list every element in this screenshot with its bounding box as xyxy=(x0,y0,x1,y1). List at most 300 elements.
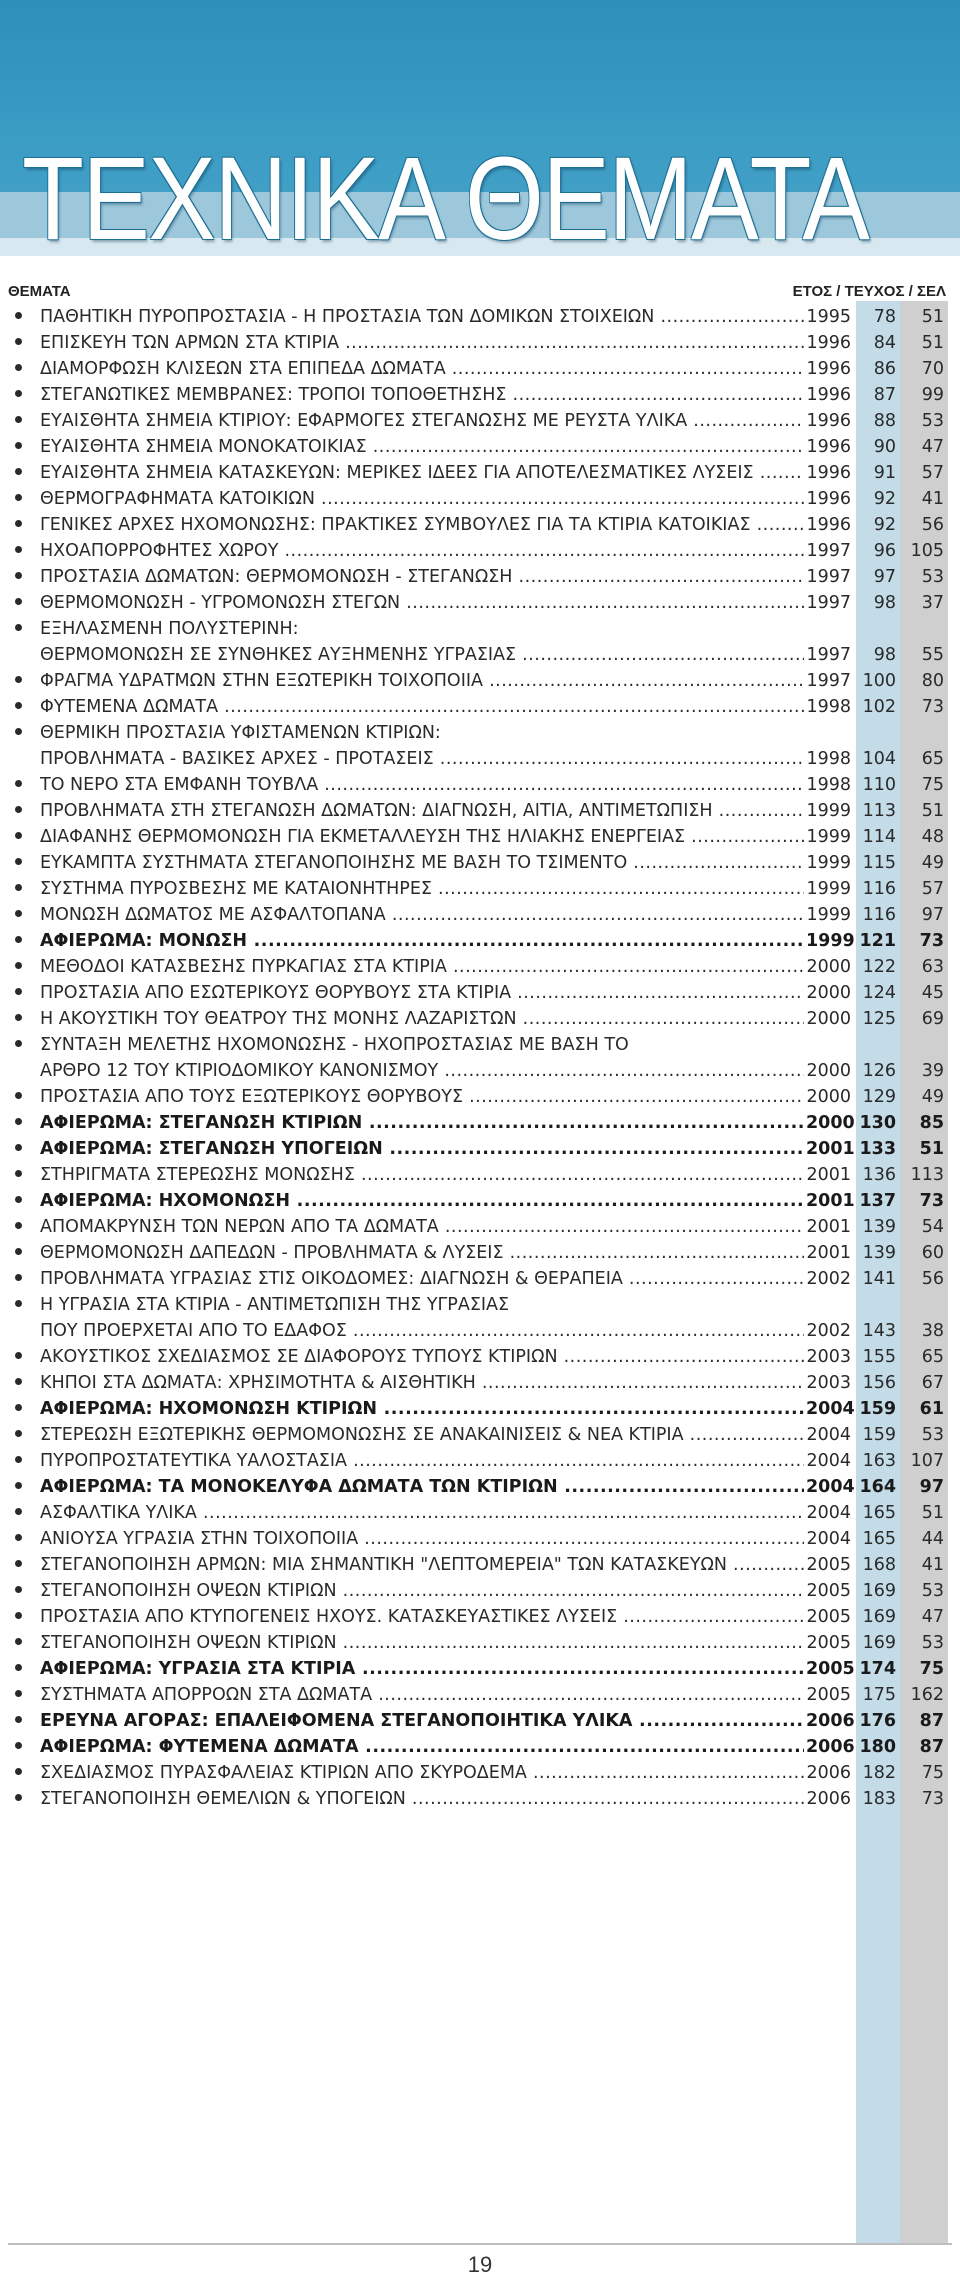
entry-line xyxy=(0,1474,960,1500)
entry-title: ΔΙΑΦΑΝΗΣ ΘΕΡΜΟΜΟΝΩΣΗ ΓΙΑ ΕΚΜΕΤΑΛΛΕΥΣΗ ΤΗΣ ΗΛΙΑΚΗΣ ΕΝΕΡΓΕΙΑΣ ..... xyxy=(40,824,804,850)
entry-year: 1999 xyxy=(806,853,851,873)
entry-line xyxy=(0,1760,960,1786)
entry-page: 51 xyxy=(921,333,944,353)
entry-issue: 90 xyxy=(873,437,896,457)
entry-issue: 121 xyxy=(859,931,896,951)
list-item xyxy=(0,1344,960,1370)
entry-page: 51 xyxy=(921,307,944,327)
entry-title: ΕΥΑΙΣΘΗΤΑ ΣΗΜΕΙΑ ΚΑΤΑΣΚΕΥΩΝ: ΜΕΡΙΚΕΣ ΙΔΕΕΣ ΓΙΑ ΑΠΟΤΕΛΕΣΜΑΤΙΚΕΣ ΛΥΣΕΙΣ ..... xyxy=(40,460,804,486)
list-item xyxy=(0,1578,960,1604)
list-item xyxy=(0,1136,960,1162)
page-header xyxy=(0,0,960,256)
entry-year: 2000 xyxy=(806,1061,851,1081)
entry-issue: 125 xyxy=(862,1009,896,1029)
entry-year: 2001 xyxy=(806,1165,851,1185)
entry-page: 70 xyxy=(921,359,944,379)
entry-page: 56 xyxy=(921,515,944,535)
entry-year: 1996 xyxy=(806,333,851,353)
entry-issue: 129 xyxy=(862,1087,896,1107)
entry-year: 2006 xyxy=(806,1763,851,1783)
entry-page: 57 xyxy=(921,879,944,899)
list-item xyxy=(0,1032,960,1084)
entry-year: 1999 xyxy=(806,905,851,925)
page-number: 19 xyxy=(467,2252,493,2277)
entry-year: 1996 xyxy=(806,515,851,535)
entry-title: ΤΟ ΝΕΡΟ ΣΤΑ ΕΜΦΑΝΗ ΤΟΥΒΛΑ ..... xyxy=(40,772,804,798)
column-header-year-issue-page: ΕΤΟΣ / ΤΕΥΧΟΣ / ΣΕΛ xyxy=(792,283,946,300)
entry-title: ΠΥΡΟΠΡΟΣΤΑΤΕΥΤΙΚΑ ΥΑΛΟΣΤΑΣΙΑ ..... xyxy=(40,1448,804,1474)
list-item xyxy=(0,590,960,616)
entry-page: 49 xyxy=(921,853,944,873)
entry-title: ΑΣΦΑΛΤΙΚΑ ΥΛΙΚΑ ..... xyxy=(40,1500,804,1526)
entry-year: 1997 xyxy=(806,645,851,665)
list-item xyxy=(0,1370,960,1396)
entry-title: ΑΦΙΕΡΩΜΑ: ΥΓΡΑΣΙΑ ΣΤΑ ΚΤΙΡΙΑ ..... xyxy=(40,1656,804,1682)
entry-year: 2002 xyxy=(806,1321,851,1341)
entry-page: 51 xyxy=(921,1503,944,1523)
entry-page: 45 xyxy=(921,983,944,1003)
entry-page: 87 xyxy=(919,1711,944,1731)
entry-title: ΘΕΡΜΟΜΟΝΩΣΗ ΣΕ ΣΥΝΘΗΚΕΣ ΑΥΞΗΜΕΝΗΣ ΥΓΡΑΣΙΑΣ ..... xyxy=(40,642,804,668)
entry-title: ΑΦΙΕΡΩΜΑ: ΣΤΕΓΑΝΩΣΗ ΚΤΙΡΙΩΝ ..... xyxy=(40,1110,804,1136)
entry-year: 1997 xyxy=(806,593,851,613)
entry-page: 97 xyxy=(919,1477,944,1497)
entry-year: 2000 xyxy=(806,983,851,1003)
entry-year: 2004 xyxy=(806,1425,851,1445)
entry-year: 1999 xyxy=(806,827,851,847)
entry-issue: 182 xyxy=(862,1763,896,1783)
entry-page: 107 xyxy=(910,1451,944,1471)
entry-issue: 114 xyxy=(862,827,896,847)
entry-issue: 122 xyxy=(862,957,896,977)
entry-title: ΣΤΕΓΑΝΟΠΟΙΗΣΗ ΘΕΜΕΛΙΩΝ & ΥΠΟΓΕΙΩΝ ..... xyxy=(40,1786,804,1812)
entry-title: ΣΤΗΡΙΓΜΑΤΑ ΣΤΕΡΕΩΣΗΣ ΜΟΝΩΣΗΣ ..... xyxy=(40,1162,804,1188)
entry-issue: 115 xyxy=(862,853,896,873)
entry-page: 37 xyxy=(921,593,944,613)
entry-issue: 169 xyxy=(862,1581,896,1601)
entry-year: 1999 xyxy=(806,879,851,899)
list-item xyxy=(0,356,960,382)
entry-title: ΑΦΙΕΡΩΜΑ: ΣΤΕΓΑΝΩΣΗ ΥΠΟΓΕΙΩΝ ..... xyxy=(40,1136,804,1162)
list-item xyxy=(0,1422,960,1448)
entry-issue: 183 xyxy=(862,1789,896,1809)
entry-line xyxy=(0,772,960,798)
entry-page: 44 xyxy=(921,1529,944,1549)
list-item xyxy=(0,1240,960,1266)
entry-title: ΣΥΣΤΗΜΑΤΑ ΑΠΟΡΡΟΩΝ ΣΤΑ ΔΩΜΑΤΑ ..... xyxy=(40,1682,804,1708)
entry-page: 162 xyxy=(910,1685,944,1705)
entry-issue: 165 xyxy=(862,1503,896,1523)
entry-issue: 156 xyxy=(862,1373,896,1393)
entry-issue: 116 xyxy=(862,905,896,925)
entry-line xyxy=(0,1214,960,1240)
entry-issue: 86 xyxy=(873,359,896,379)
list-item xyxy=(0,1266,960,1292)
entry-page: 47 xyxy=(921,1607,944,1627)
entry-year: 1997 xyxy=(806,541,851,561)
entry-issue: 155 xyxy=(862,1347,896,1367)
entry-page: 75 xyxy=(921,1763,944,1783)
entry-page: 73 xyxy=(919,931,944,951)
entry-line xyxy=(0,1786,960,1812)
list-item xyxy=(0,902,960,928)
entry-issue: 124 xyxy=(862,983,896,1003)
entry-issue: 163 xyxy=(862,1451,896,1471)
entry-title: ΑΠΟΜΑΚΡΥΝΣΗ ΤΩΝ ΝΕΡΩΝ ΑΠΟ ΤΑ ΔΩΜΑΤΑ ..... xyxy=(40,1214,804,1240)
entry-line xyxy=(0,616,960,642)
entry-line xyxy=(0,1682,960,1708)
list-item xyxy=(0,772,960,798)
entry-line xyxy=(0,1266,960,1292)
entry-page: 41 xyxy=(921,489,944,509)
list-item xyxy=(0,694,960,720)
entry-issue: 169 xyxy=(862,1607,896,1627)
footer-divider xyxy=(8,2243,952,2245)
entry-title: ΠΡΟΒΛΗΜΑΤΑ ΣΤΗ ΣΤΕΓΑΝΩΣΗ ΔΩΜΑΤΩΝ: ΔΙΑΓΝΩΣΗ, ΑΙΤΙΑ, ΑΝΤΙΜΕΤΩΠΙΣΗ ..... xyxy=(40,798,804,824)
entry-line xyxy=(0,850,960,876)
entry-page: 69 xyxy=(921,1009,944,1029)
entry-line xyxy=(0,564,960,590)
entry-year: 1996 xyxy=(806,463,851,483)
entry-line xyxy=(0,1552,960,1578)
entry-title: ΣΥΣΤΗΜΑ ΠΥΡΟΣΒΕΣΗΣ ΜΕ ΚΑΤΑΙΟΝΗΤΗΡΕΣ ..... xyxy=(40,876,804,902)
entry-page: 61 xyxy=(919,1399,944,1419)
entry-page: 56 xyxy=(921,1269,944,1289)
entry-page: 65 xyxy=(921,749,944,769)
entry-title: ΠΡΟΒΛΗΜΑΤΑ ΥΓΡΑΣΙΑΣ ΣΤΙΣ ΟΙΚΟΔΟΜΕΣ: ΔΙΑΓΝΩΣΗ & ΘΕΡΑΠΕΙΑ ..... xyxy=(40,1266,804,1292)
list-item xyxy=(0,1682,960,1708)
entry-year: 1996 xyxy=(806,411,851,431)
entry-title: ΣΤΕΓΑΝΟΠΟΙΗΣΗ ΑΡΜΩΝ: ΜΙΑ ΣΗΜΑΝΤΙΚΗ "ΛΕΠΤΟΜΕΡΕΙΑ" ΤΩΝ ΚΑΤΑΣΚΕΥΩΝ ..... xyxy=(40,1552,804,1578)
entry-issue: 143 xyxy=(862,1321,896,1341)
entry-year: 1996 xyxy=(806,489,851,509)
entry-issue: 92 xyxy=(873,515,896,535)
entry-issue: 96 xyxy=(873,541,896,561)
entry-line xyxy=(0,1630,960,1656)
list-item xyxy=(0,1448,960,1474)
entry-page: 105 xyxy=(910,541,944,561)
list-item xyxy=(0,954,960,980)
entry-line xyxy=(0,954,960,980)
entry-line xyxy=(0,1526,960,1552)
list-item xyxy=(0,512,960,538)
entry-title: ΘΕΡΜΟΜΟΝΩΣΗ - ΥΓΡΟΜΟΝΩΣΗ ΣΤΕΓΩΝ ..... xyxy=(40,590,804,616)
entry-year: 1997 xyxy=(806,567,851,587)
entry-issue: 78 xyxy=(873,307,896,327)
entry-line xyxy=(0,798,960,824)
entry-issue: 176 xyxy=(859,1711,896,1731)
list-item xyxy=(0,1526,960,1552)
entry-line xyxy=(0,304,960,330)
list-item xyxy=(0,1006,960,1032)
entry-page: 48 xyxy=(921,827,944,847)
entry-line xyxy=(0,1032,960,1058)
entry-line xyxy=(0,668,960,694)
entry-line xyxy=(0,1500,960,1526)
entry-page: 54 xyxy=(921,1217,944,1237)
entry-title: ΣΤΕΓΑΝΩΤΙΚΕΣ ΜΕΜΒΡΑΝΕΣ: ΤΡΟΠΟΙ ΤΟΠΟΘΕΤΗΣΗΣ ..... xyxy=(40,382,804,408)
entry-issue: 165 xyxy=(862,1529,896,1549)
entry-page: 60 xyxy=(921,1243,944,1263)
entry-line xyxy=(0,382,960,408)
list-item xyxy=(0,1500,960,1526)
entry-page: 53 xyxy=(921,1581,944,1601)
entry-issue: 98 xyxy=(873,645,896,665)
entry-page: 97 xyxy=(921,905,944,925)
entry-year: 1996 xyxy=(806,359,851,379)
list-item xyxy=(0,564,960,590)
entry-line xyxy=(0,460,960,486)
list-item xyxy=(0,1396,960,1422)
entry-line xyxy=(0,694,960,720)
entry-year: 2004 xyxy=(806,1451,851,1471)
entry-title: ΑΦΙΕΡΩΜΑ: ΗΧΟΜΟΝΩΣΗ ΚΤΙΡΙΩΝ ..... xyxy=(40,1396,804,1422)
entry-year: 2006 xyxy=(806,1737,855,1757)
list-item xyxy=(0,1630,960,1656)
entry-page: 73 xyxy=(919,1191,944,1211)
entry-line xyxy=(0,1240,960,1266)
list-item xyxy=(0,824,960,850)
entry-title: ΑΚΟΥΣΤΙΚΟΣ ΣΧΕΔΙΑΣΜΟΣ ΣΕ ΔΙΑΦΟΡΟΥΣ ΤΥΠΟΥΣ ΚΤΙΡΙΩΝ ..... xyxy=(40,1344,804,1370)
entry-page: 80 xyxy=(921,671,944,691)
entry-line xyxy=(0,1110,960,1136)
list-item xyxy=(0,460,960,486)
entry-line xyxy=(0,590,960,616)
list-item xyxy=(0,668,960,694)
entry-year: 2005 xyxy=(806,1685,851,1705)
entry-title: ΘΕΡΜΟΓΡΑΦΗΜΑΤΑ ΚΑΤΟΙΚΙΩΝ ..... xyxy=(40,486,804,512)
entry-issue: 104 xyxy=(862,749,896,769)
entry-year: 1996 xyxy=(806,437,851,457)
list-item xyxy=(0,1084,960,1110)
entry-year: 1998 xyxy=(806,697,851,717)
entry-line xyxy=(0,1396,960,1422)
entry-year: 2005 xyxy=(806,1555,851,1575)
list-item xyxy=(0,1214,960,1240)
entry-issue: 169 xyxy=(862,1633,896,1653)
entry-title: ΦΡΑΓΜΑ ΥΔΡΑΤΜΩΝ ΣΤΗΝ ΕΞΩΤΕΡΙΚΗ ΤΟΙΧΟΠΟΙΙΑ ..... xyxy=(40,668,804,694)
entry-line xyxy=(0,876,960,902)
entry-issue: 159 xyxy=(859,1399,896,1419)
entry-issue: 100 xyxy=(862,671,896,691)
entry-title: ΠΡΟΣΤΑΣΙΑ ΑΠΟ ΤΟΥΣ ΕΞΩΤΕΡΙΚΟΥΣ ΘΟΡΥΒΟΥΣ ..... xyxy=(40,1084,804,1110)
entry-title: ΕΡΕΥΝΑ ΑΓΟΡΑΣ: ΕΠΑΛΕΙΦΟΜΕΝΑ ΣΤΕΓΑΝΟΠΟΙΗΤΙΚΑ ΥΛΙΚΑ ..... xyxy=(40,1708,804,1734)
list-item xyxy=(0,1110,960,1136)
list-item xyxy=(0,928,960,954)
list-item xyxy=(0,1734,960,1760)
entry-page: 47 xyxy=(921,437,944,457)
entry-line xyxy=(0,330,960,356)
entry-year: 2006 xyxy=(806,1711,855,1731)
entry-issue: 113 xyxy=(862,801,896,821)
list-item xyxy=(0,1760,960,1786)
entry-issue: 139 xyxy=(862,1217,896,1237)
list-item xyxy=(0,876,960,902)
entry-page: 57 xyxy=(921,463,944,483)
list-item xyxy=(0,1708,960,1734)
entry-issue: 102 xyxy=(862,697,896,717)
entry-line xyxy=(0,1604,960,1630)
entry-year: 1998 xyxy=(806,775,851,795)
list-item xyxy=(0,1656,960,1682)
entry-page: 38 xyxy=(921,1321,944,1341)
entry-year: 2000 xyxy=(806,957,851,977)
entry-title: ΜΕΘΟΔΟΙ ΚΑΤΑΣΒΕΣΗΣ ΠΥΡΚΑΓΙΑΣ ΣΤΑ ΚΤΙΡΙΑ ..... xyxy=(40,954,804,980)
entry-title: ΑΦΙΕΡΩΜΑ: ΤΑ ΜΟΝΟΚΕΛΥΦΑ ΔΩΜΑΤΑ ΤΩΝ ΚΤΙΡΙΩΝ ..... xyxy=(40,1474,804,1500)
entry-line xyxy=(0,512,960,538)
entry-year: 1996 xyxy=(806,385,851,405)
entry-issue: 84 xyxy=(873,333,896,353)
list-item xyxy=(0,980,960,1006)
entry-page: 41 xyxy=(921,1555,944,1575)
entry-title: ΕΥΑΙΣΘΗΤΑ ΣΗΜΕΙΑ ΜΟΝΟΚΑΤΟΙΚΙΑΣ ..... xyxy=(40,434,804,460)
entry-line xyxy=(0,1162,960,1188)
entry-title: ΓΕΝΙΚΕΣ ΑΡΧΕΣ ΗΧΟΜΟΝΩΣΗΣ: ΠΡΑΚΤΙΚΕΣ ΣΥΜΒΟΥΛΕΣ ΓΙΑ ΤΑ ΚΤΙΡΙΑ ΚΑΤΟΙΚΙΑΣ ..... xyxy=(40,512,804,538)
list-item xyxy=(0,720,960,772)
entry-year: 1999 xyxy=(806,931,855,951)
entry-title: ΜΟΝΩΣΗ ΔΩΜΑΤΟΣ ΜΕ ΑΣΦΑΛΤΟΠΑΝΑ ..... xyxy=(40,902,804,928)
entry-title-line: ΕΞΗΛΑΣΜΕΝΗ ΠΟΛΥΣΤΕΡΙΝΗ: xyxy=(40,619,299,639)
entry-title: ΣΤΕΓΑΝΟΠΟΙΗΣΗ ΟΨΕΩΝ ΚΤΙΡΙΩΝ ..... xyxy=(40,1630,804,1656)
list-item xyxy=(0,1162,960,1188)
list-item xyxy=(0,1292,960,1344)
entry-year: 2000 xyxy=(806,1009,851,1029)
entry-line xyxy=(0,1292,960,1318)
entry-issue: 164 xyxy=(859,1477,896,1497)
entry-issue: 133 xyxy=(859,1139,896,1159)
entry-page: 113 xyxy=(910,1165,944,1185)
entry-page: 53 xyxy=(921,567,944,587)
entry-page: 73 xyxy=(921,697,944,717)
entry-year: 2001 xyxy=(806,1243,851,1263)
entry-title: ΚΗΠΟΙ ΣΤΑ ΔΩΜΑΤΑ: ΧΡΗΣΙΜΟΤΗΤΑ & ΑΙΣΘΗΤΙΚΗ ..... xyxy=(40,1370,804,1396)
entry-line xyxy=(0,746,960,772)
entry-year: 2002 xyxy=(806,1269,851,1289)
list-item xyxy=(0,850,960,876)
entry-line xyxy=(0,642,960,668)
entry-year: 2004 xyxy=(806,1529,851,1549)
entry-line xyxy=(0,1370,960,1396)
entry-page: 65 xyxy=(921,1347,944,1367)
entry-issue: 126 xyxy=(862,1061,896,1081)
entry-line xyxy=(0,928,960,954)
entry-line xyxy=(0,434,960,460)
entry-line xyxy=(0,1006,960,1032)
entry-title-line: ΘΕΡΜΙΚΗ ΠΡΟΣΤΑΣΙΑ ΥΦΙΣΤΑΜΕΝΩΝ ΚΤΙΡΙΩΝ: xyxy=(40,723,441,743)
entry-year: 2005 xyxy=(806,1633,851,1653)
entry-title: ΦΥΤΕΜΕΝΑ ΔΩΜΑΤΑ ..... xyxy=(40,694,804,720)
entry-year: 1998 xyxy=(806,749,851,769)
list-item xyxy=(0,1604,960,1630)
entry-page: 73 xyxy=(921,1789,944,1809)
entry-title: ΑΦΙΕΡΩΜΑ: ΜΟΝΩΣΗ ..... xyxy=(40,928,804,954)
entry-issue: 98 xyxy=(873,593,896,613)
topics-list xyxy=(0,304,960,1812)
entry-line xyxy=(0,1084,960,1110)
entry-issue: 91 xyxy=(873,463,896,483)
entry-page: 53 xyxy=(921,1425,944,1445)
entry-title: ΑΦΙΕΡΩΜΑ: ΦΥΤΕΜΕΝΑ ΔΩΜΑΤΑ ..... xyxy=(40,1734,804,1760)
list-item xyxy=(0,486,960,512)
entry-issue: 159 xyxy=(862,1425,896,1445)
entry-title: ΣΤΕΡΕΩΣΗ ΕΞΩΤΕΡΙΚΗΣ ΘΕΡΜΟΜΟΝΩΣΗΣ ΣΕ ΑΝΑΚΑΙΝΙΣΕΙΣ & ΝΕΑ ΚΤΙΡΙΑ ..... xyxy=(40,1422,804,1448)
entry-issue: 180 xyxy=(859,1737,896,1757)
entry-year: 2004 xyxy=(806,1399,855,1419)
entry-year: 2004 xyxy=(806,1477,855,1497)
entry-line xyxy=(0,1578,960,1604)
entry-title: ΔΙΑΜΟΡΦΩΣΗ ΚΛΙΣΕΩΝ ΣΤΑ ΕΠΙΠΕΔΑ ΔΩΜΑΤΑ ..... xyxy=(40,356,804,382)
entry-title: ΑΝΙΟΥΣΑ ΥΓΡΑΣΙΑ ΣΤΗΝ ΤΟΙΧΟΠΟΙΙΑ ..... xyxy=(40,1526,804,1552)
entry-line xyxy=(0,486,960,512)
entry-year: 2005 xyxy=(806,1607,851,1627)
entry-title: ΘΕΡΜΟΜΟΝΩΣΗ ΔΑΠΕΔΩΝ - ΠΡΟΒΛΗΜΑΤΑ & ΛΥΣΕΙΣ ..... xyxy=(40,1240,804,1266)
entry-title-line: ΣΥΝΤΑΞΗ ΜΕΛΕΤΗΣ ΗΧΟΜΟΝΩΣΗΣ - ΗΧΟΠΡΟΣΤΑΣΙΑΣ ΜΕ ΒΑΣΗ ΤΟ xyxy=(40,1035,629,1055)
entry-line xyxy=(0,1422,960,1448)
entry-page: 53 xyxy=(921,1633,944,1653)
entry-title: ΕΥΚΑΜΠΤΑ ΣΥΣΤΗΜΑΤΑ ΣΤΕΓΑΝΟΠΟΙΗΣΗΣ ΜΕ ΒΑΣΗ ΤΟ ΤΣΙΜΕΝΤΟ ..... xyxy=(40,850,804,876)
entry-page: 67 xyxy=(921,1373,944,1393)
entry-issue: 116 xyxy=(862,879,896,899)
entry-year: 2003 xyxy=(806,1373,851,1393)
list-item xyxy=(0,434,960,460)
entry-year: 2000 xyxy=(806,1113,855,1133)
entry-line xyxy=(0,1188,960,1214)
entry-issue: 136 xyxy=(862,1165,896,1185)
entry-issue: 88 xyxy=(873,411,896,431)
entry-line xyxy=(0,1058,960,1084)
entry-page: 85 xyxy=(919,1113,944,1133)
entry-page: 99 xyxy=(921,385,944,405)
entry-title: ΠΡΟΣΤΑΣΙΑ ΑΠΟ ΚΤΥΠΟΓΕΝΕΙΣ ΗΧΟΥΣ. ΚΑΤΑΣΚΕΥΑΣΤΙΚΕΣ ΛΥΣΕΙΣ ..... xyxy=(40,1604,804,1630)
entry-title: ΠΡΟΒΛΗΜΑΤΑ - ΒΑΣΙΚΕΣ ΑΡΧΕΣ - ΠΡΟΤΑΣΕΙΣ ..... xyxy=(40,746,804,772)
entry-title: ΠΑΘΗΤΙΚΗ ΠΥΡΟΠΡΟΣΤΑΣΙΑ - Η ΠΡΟΣΤΑΣΙΑ ΤΩΝ ΔΟΜΙΚΩΝ ΣΤΟΙΧΕΙΩΝ ..... xyxy=(40,304,804,330)
entry-issue: 92 xyxy=(873,489,896,509)
entry-line xyxy=(0,408,960,434)
list-item xyxy=(0,798,960,824)
entry-line xyxy=(0,1656,960,1682)
entry-title: ΕΠΙΣΚΕΥΗ ΤΩΝ ΑΡΜΩΝ ΣΤΑ ΚΤΙΡΙΑ ..... xyxy=(40,330,804,356)
entry-year: 1997 xyxy=(806,671,851,691)
entry-line xyxy=(0,356,960,382)
entry-page: 53 xyxy=(921,411,944,431)
entry-title: ΣΧΕΔΙΑΣΜΟΣ ΠΥΡΑΣΦΑΛΕΙΑΣ ΚΤΙΡΙΩΝ ΑΠΟ ΣΚΥΡΟΔΕΜΑ ..... xyxy=(40,1760,804,1786)
entry-year: 1999 xyxy=(806,801,851,821)
entry-year: 2005 xyxy=(806,1581,851,1601)
entry-title-line: Η ΥΓΡΑΣΙΑ ΣΤΑ ΚΤΙΡΙΑ - ΑΝΤΙΜΕΤΩΠΙΣΗ ΤΗΣ ΥΓΡΑΣΙΑΣ xyxy=(40,1295,510,1315)
entry-issue: 137 xyxy=(859,1191,896,1211)
page-title: ΤΕΧΝΙΚΑ ΘΕΜΑΤΑ xyxy=(22,133,869,256)
entry-page: 55 xyxy=(921,645,944,665)
entry-page: 49 xyxy=(921,1087,944,1107)
entry-page: 51 xyxy=(919,1139,944,1159)
list-item xyxy=(0,538,960,564)
entry-year: 2001 xyxy=(806,1217,851,1237)
entry-page: 75 xyxy=(921,775,944,795)
entry-line xyxy=(0,1344,960,1370)
entry-year: 2005 xyxy=(806,1659,855,1679)
list-item xyxy=(0,408,960,434)
entry-title: ΠΡΟΣΤΑΣΙΑ ΑΠΟ ΕΣΩΤΕΡΙΚΟΥΣ ΘΟΡΥΒΟΥΣ ΣΤΑ ΚΤΙΡΙΑ ..... xyxy=(40,980,804,1006)
entry-title: ΣΤΕΓΑΝΟΠΟΙΗΣΗ ΟΨΕΩΝ ΚΤΙΡΙΩΝ ..... xyxy=(40,1578,804,1604)
entry-line xyxy=(0,980,960,1006)
entry-year: 2006 xyxy=(806,1789,851,1809)
entry-year: 2001 xyxy=(806,1139,855,1159)
entry-issue: 175 xyxy=(862,1685,896,1705)
entry-year: 2004 xyxy=(806,1503,851,1523)
entry-issue: 141 xyxy=(862,1269,896,1289)
entry-page: 39 xyxy=(921,1061,944,1081)
entry-line xyxy=(0,538,960,564)
